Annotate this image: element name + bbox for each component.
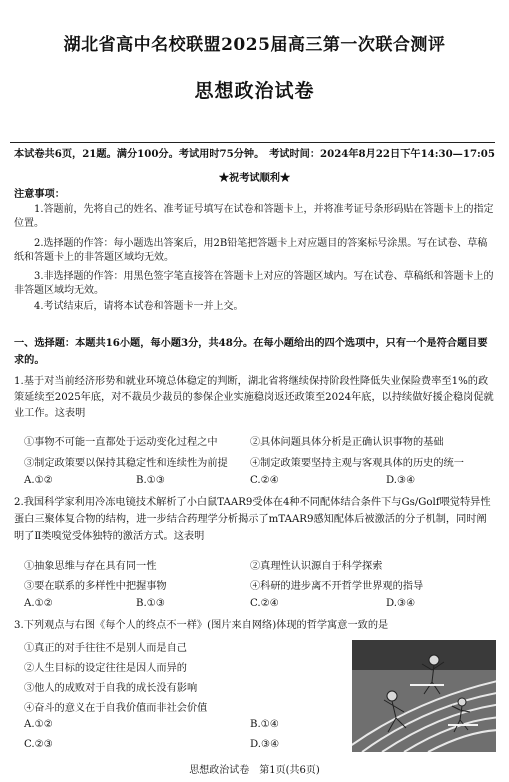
exam-time: 考试时间：2024年8月22日下午14:30—17:05 [269, 148, 495, 160]
q3-choice-a[interactable]: A.①② [24, 719, 53, 730]
q1-statement-2: ②具体问题具体分析是正确认识事物的基础 [250, 437, 444, 448]
notice-item-3: 3.非选择题的作答：用黑色签字笔直接答在答题卡上对应的答题区域内。写在试卷、草稿纸和答题卡上的非答题区域均无效。 [14, 271, 494, 296]
paper-info: 本试卷共6页，21题。满分100分。考试用时75分钟。 [14, 148, 265, 160]
top-divider [10, 142, 495, 143]
q3-statement-1: ①真正的对手往往不是别人而是自己 [24, 643, 187, 654]
section-heading: 一、选择题：本题共16小题，每小题3分，共48分。在每小题给出的四个选项中，只有一个是符合题目要求的。 [14, 337, 488, 366]
question-3-stem: 3.下列观点与右图《每个人的终点不一样》(图片来自网络)体现的哲学寓意一致的是 [14, 620, 389, 631]
q2-choice-d[interactable]: D.③④ [386, 598, 416, 609]
q1-choice-a[interactable]: A.①② [24, 475, 53, 486]
q3-statement-4: ④奋斗的意义在于自我价值而非社会价值 [24, 703, 208, 714]
q3-statement-2: ②人生目标的设定往往是因人而异的 [24, 663, 187, 674]
q1-statement-1: ①事物不可能一直都处于运动变化过程之中 [24, 437, 218, 448]
q2-statement-1: ①抽象思维与存在具有同一性 [24, 561, 157, 572]
exam-subject-title: 思想政治试卷 [194, 80, 315, 102]
q1-choice-d[interactable]: D.③④ [386, 475, 416, 486]
notice-item-4: 4.考试结束后，请将本试卷和答题卡一并上交。 [34, 301, 244, 312]
q2-choice-c[interactable]: C.②④ [250, 598, 279, 609]
question-1-stem: 1.基于对当前经济形势和就业环境总体稳定的判断，湖北省将继续保持阶段性降低失业保险费率至1%的政策延续至2025年底，对不裁员少裁员的参保企业实施稳岗返还政策至2024年底，以持续做好援企稳岗促就业工作。这表明 [14, 376, 494, 419]
q3-choice-b[interactable]: B.①④ [250, 719, 279, 730]
q2-statement-2: ②真理性认识源自于科学探索 [250, 561, 383, 572]
notice-item-2: 2.选择题的作答：每小题选出答案后，用2B铅笔把答题卡上对应题目的答案标号涂黑。写在试卷、草稿纸和答题卡上的非答题区域均无效。 [14, 238, 488, 263]
q3-choice-d[interactable]: D.③④ [250, 739, 280, 750]
q1-choice-c[interactable]: C.②④ [250, 475, 279, 486]
q1-statement-3: ③制定政策要以保持其稳定性和连续性为前提 [24, 458, 228, 469]
q1-choice-b[interactable]: B.①③ [136, 475, 165, 486]
exam-title: 湖北省高中名校联盟2025届高三第一次联合测评 [63, 35, 446, 55]
q3-statement-3: ③他人的成败对于自我的成长没有影响 [24, 683, 198, 694]
q2-choice-b[interactable]: B.①③ [136, 598, 165, 609]
q2-statement-4: ④科研的进步离不开哲学世界观的指导 [250, 581, 424, 592]
q1-statement-4: ④制定政策要坚持主观与客观具体的历史的统一 [250, 458, 464, 469]
question-2-stem: 2.我国科学家利用冷冻电镜技术解析了小白鼠TAAR9受体在4种不同配体结合条件下与Gs/Golf喂觉特异性蛋白三聚体复合物的结构，进一步结合药理学分析揭示了mTAAR9感知配体后被激活的分子机制，同时阐明了Ⅱ类嗅觉受体独特的激活方式。这表明 [14, 497, 491, 542]
notice-heading: 注意事项： [14, 188, 65, 200]
page-footer: 思想政治试卷 第1页(共6页) [189, 765, 320, 776]
running-track-illustration [352, 640, 496, 752]
q3-choice-c[interactable]: C.②③ [24, 739, 53, 750]
good-luck-banner: ★祝考试顺利★ [218, 172, 291, 184]
q2-statement-3: ③要在联系的多样性中把握事物 [24, 581, 167, 592]
notice-item-1: 1.答题前，先将自己的姓名、准考证号填写在试卷和答题卡上，并将准考证号条形码贴在答题卡上的指定位置。 [14, 204, 494, 229]
q2-choice-a[interactable]: A.①② [24, 598, 53, 609]
